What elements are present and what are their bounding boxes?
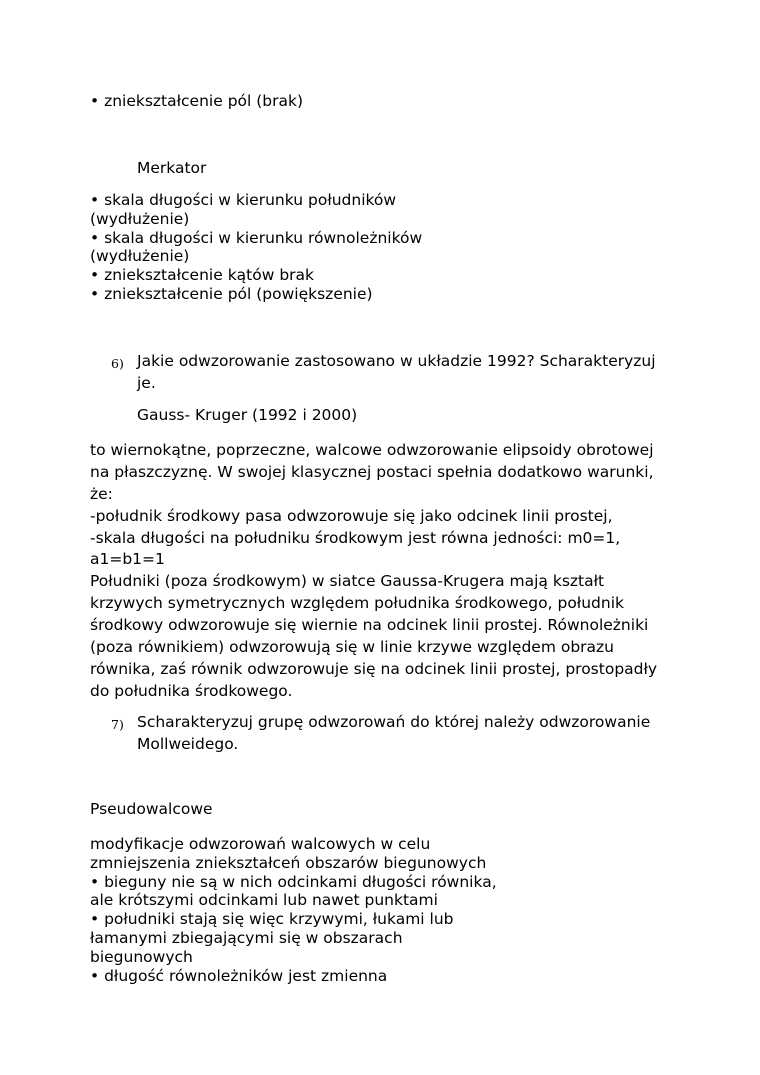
answer-line: Południki (poza środkowym) w siatce Gaussa-Krugera mają kształt	[90, 572, 605, 591]
answer-line: to wiernokątne, poprzeczne, walcowe odwzorowanie elipsoidy obrotowej	[90, 441, 654, 459]
merkator-line: (wydłużenie)	[90, 247, 190, 266]
question-6-text	[137, 351, 656, 395]
answer-line: • bieguny nie są w nich odcinkami długości równika,	[90, 872, 497, 891]
answer-line: do południka środkowego.	[90, 681, 293, 700]
merkator-line: (wydłużenie)	[90, 209, 190, 228]
answer-line: biegunowych	[90, 947, 193, 966]
question-7-line: Scharakteryzuj grupę odwzorowań do której należy odwzorowanie	[137, 713, 651, 731]
question-7-number: 7)	[111, 717, 124, 732]
answer-line: że:	[90, 484, 113, 503]
answer-line: (poza równikiem) odwzorowują się w linie krzywe względem obrazu	[90, 638, 615, 657]
answer-line: ale krótszymi odcinkami lub nawet punktami	[90, 891, 438, 910]
merkator-line: • zniekształcenie pól (powiększenie)	[90, 284, 373, 303]
answer-line: a1=b1=1	[90, 550, 165, 569]
merkator-line: • skala długości w kierunku południków	[90, 191, 397, 209]
merkator-title: Merkator	[137, 159, 207, 177]
answer-line: • długość równoleżników jest zmienna	[90, 966, 388, 985]
question-6-line: Jakie odwzorowanie zastosowano w układzie 1992? Scharakteryzuj	[137, 352, 656, 370]
merkator-line: • zniekształcenie kątów brak	[90, 266, 315, 285]
answer-line: krzywych symetrycznych względem południka środkowego, południk	[90, 594, 624, 613]
bullet-area-distortion-none: • zniekształcenie pól (brak)	[90, 92, 304, 110]
answer-line: -skala długości na południku środkowym jest równa jedności: m0=1,	[90, 528, 621, 547]
merkator-properties	[90, 191, 422, 304]
question-6-number: 6)	[111, 356, 124, 371]
answer-line: zmniejszenia zniekształceń obszarów biegunowych	[90, 853, 487, 872]
question-6-line: je.	[137, 373, 156, 392]
answer-line: • południki stają się więc krzywymi, łukami lub	[90, 910, 454, 929]
question-7-text	[137, 712, 650, 756]
merkator-line: • skala długości w kierunku równoleżników	[90, 228, 423, 247]
question-7-answer-title: Pseudowalcowe	[90, 800, 213, 818]
question-6-answer-title: Gauss- Kruger (1992 i 2000)	[137, 406, 358, 424]
answer-line: łamanymi zbiegającymi się w obszarach	[90, 928, 403, 947]
question-6-answer-body	[90, 440, 657, 703]
answer-line: na płaszczyznę. W swojej klasycznej postaci spełnia dodatkowo warunki,	[90, 462, 654, 481]
question-7-line: Mollweidego.	[137, 734, 239, 753]
answer-line: równika, zaś równik odwzorowuje się na odcinek linii prostej, prostopadły	[90, 659, 658, 678]
answer-line: środkowy odwzorowuje się wiernie na odcinek linii prostej. Równoleżniki	[90, 616, 649, 635]
question-7-answer-body	[90, 835, 497, 985]
answer-line: modyfikacje odwzorowań walcowych w celu	[90, 835, 431, 853]
answer-line: -południk środkowy pasa odwzorowuje się jako odcinek linii prostej,	[90, 506, 613, 525]
